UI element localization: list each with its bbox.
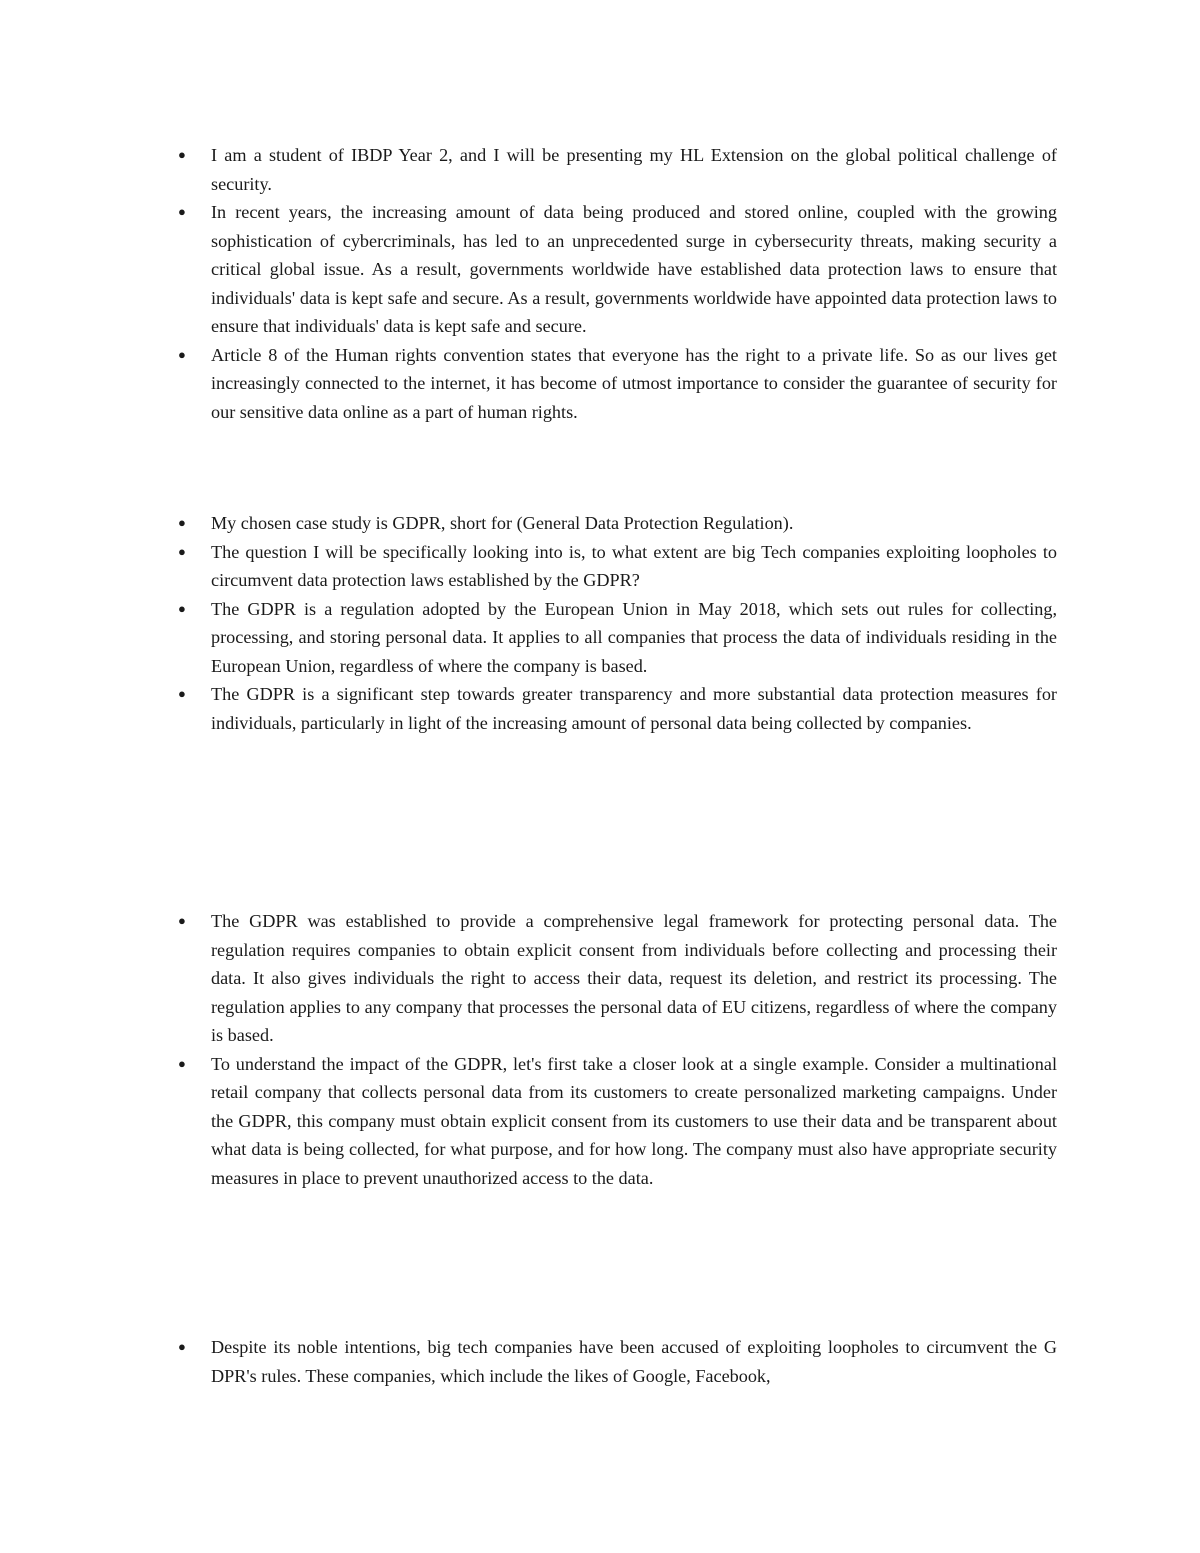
bullet-list-introduction <box>0 141 1200 426</box>
list-item-text: Article 8 of the Human rights convention states that everyone has the right to a private life. So as our lives get increasingly connected to the internet, it has become of utmost importance to consider the guarantee of security for our sensitive data online as a part of human rights. <box>211 344 1057 422</box>
bullet-icon: ● <box>178 346 186 362</box>
list-item-text: Despite its noble intentions, big tech companies have been accused of exploiting loopholes to circumvent the G DPR's rules. These companies, which include the likes of Google, Facebook, <box>211 1337 1057 1386</box>
bullet-icon: ● <box>178 147 186 162</box>
bullet-icon: ● <box>178 515 186 530</box>
list-item-text: The question I will be specifically looking into is, to what extent are big Tech companies exploiting loopholes to circumvent data protection laws established by the GDPR? <box>211 541 1057 590</box>
list-item <box>0 595 1057 681</box>
bullet-icon: ● <box>178 600 186 616</box>
list-item-text: The GDPR is a significant step towards greater transparency and more substantial data protection measures for individuals, particularly in light of the increasing amount of personal data being collected by companies. <box>211 684 1057 733</box>
list-item <box>0 907 1057 1050</box>
list-item <box>0 1050 1057 1193</box>
list-item-text: The GDPR is a regulation adopted by the European Union in May 2018, which sets out rules for collecting, processing, and storing personal data. It applies to all companies that process the data of individuals residing in the European Union, regardless of where the company is based. <box>211 598 1057 676</box>
list-item <box>0 198 1057 341</box>
bullet-list-case-study <box>0 509 1200 737</box>
bullet-icon: ● <box>178 204 186 219</box>
list-item-text: I am a student of IBDP Year 2, and I will be presenting my HL Extension on the global political challenge of security. <box>211 145 1057 194</box>
list-item <box>0 141 1057 198</box>
bullet-icon: ● <box>178 1055 186 1071</box>
bullet-icon: ● <box>178 913 186 928</box>
list-item <box>0 1333 1057 1390</box>
list-item <box>0 538 1057 595</box>
bullet-list-gdpr-framework <box>0 907 1200 1192</box>
bullet-list-loopholes <box>0 1333 1200 1390</box>
list-item <box>0 680 1057 737</box>
list-item-text: To understand the impact of the GDPR, let's first take a closer look at a single example. Consider a multinational retail company that collects personal data from its customers to create personalized marketing campaigns. Under the GDPR, this company must obtain explicit consent from its customers to use their data and be transparent about what data is being collected, for what purpose, and for how long. The company must also have appropriate security measures in place to prevent unauthorized access to the data. <box>211 1053 1057 1188</box>
list-item-text: My chosen case study is GDPR, short for (General Data Protection Regulation). <box>211 513 794 533</box>
list-item-text: In recent years, the increasing amount of data being produced and stored online, coupled with the growing sophistication of cybercriminals, has led to an unprecedented surge in cybersecurity threats, making security a critical global issue. As a result, governments worldwide have established data protection laws to ensure that individuals' data is kept safe and secure. As a result, governments worldwide have appointed data protection laws to ensure that individuals' data is kept safe and secure. <box>211 202 1057 336</box>
list-item <box>0 509 1057 538</box>
bullet-icon: ● <box>178 686 186 701</box>
bullet-icon: ● <box>178 543 186 559</box>
bullet-icon: ● <box>178 1339 186 1354</box>
list-item <box>0 341 1057 427</box>
list-item-text: The GDPR was established to provide a comprehensive legal framework for protecting personal data. The regulation requires companies to obtain explicit consent from individuals before collecting and processing their data. It also gives individuals the right to access their data, request its deletion, and restrict its processing. The regulation applies to any company that processes the personal data of EU citizens, regardless of where the company is based. <box>211 911 1057 1045</box>
